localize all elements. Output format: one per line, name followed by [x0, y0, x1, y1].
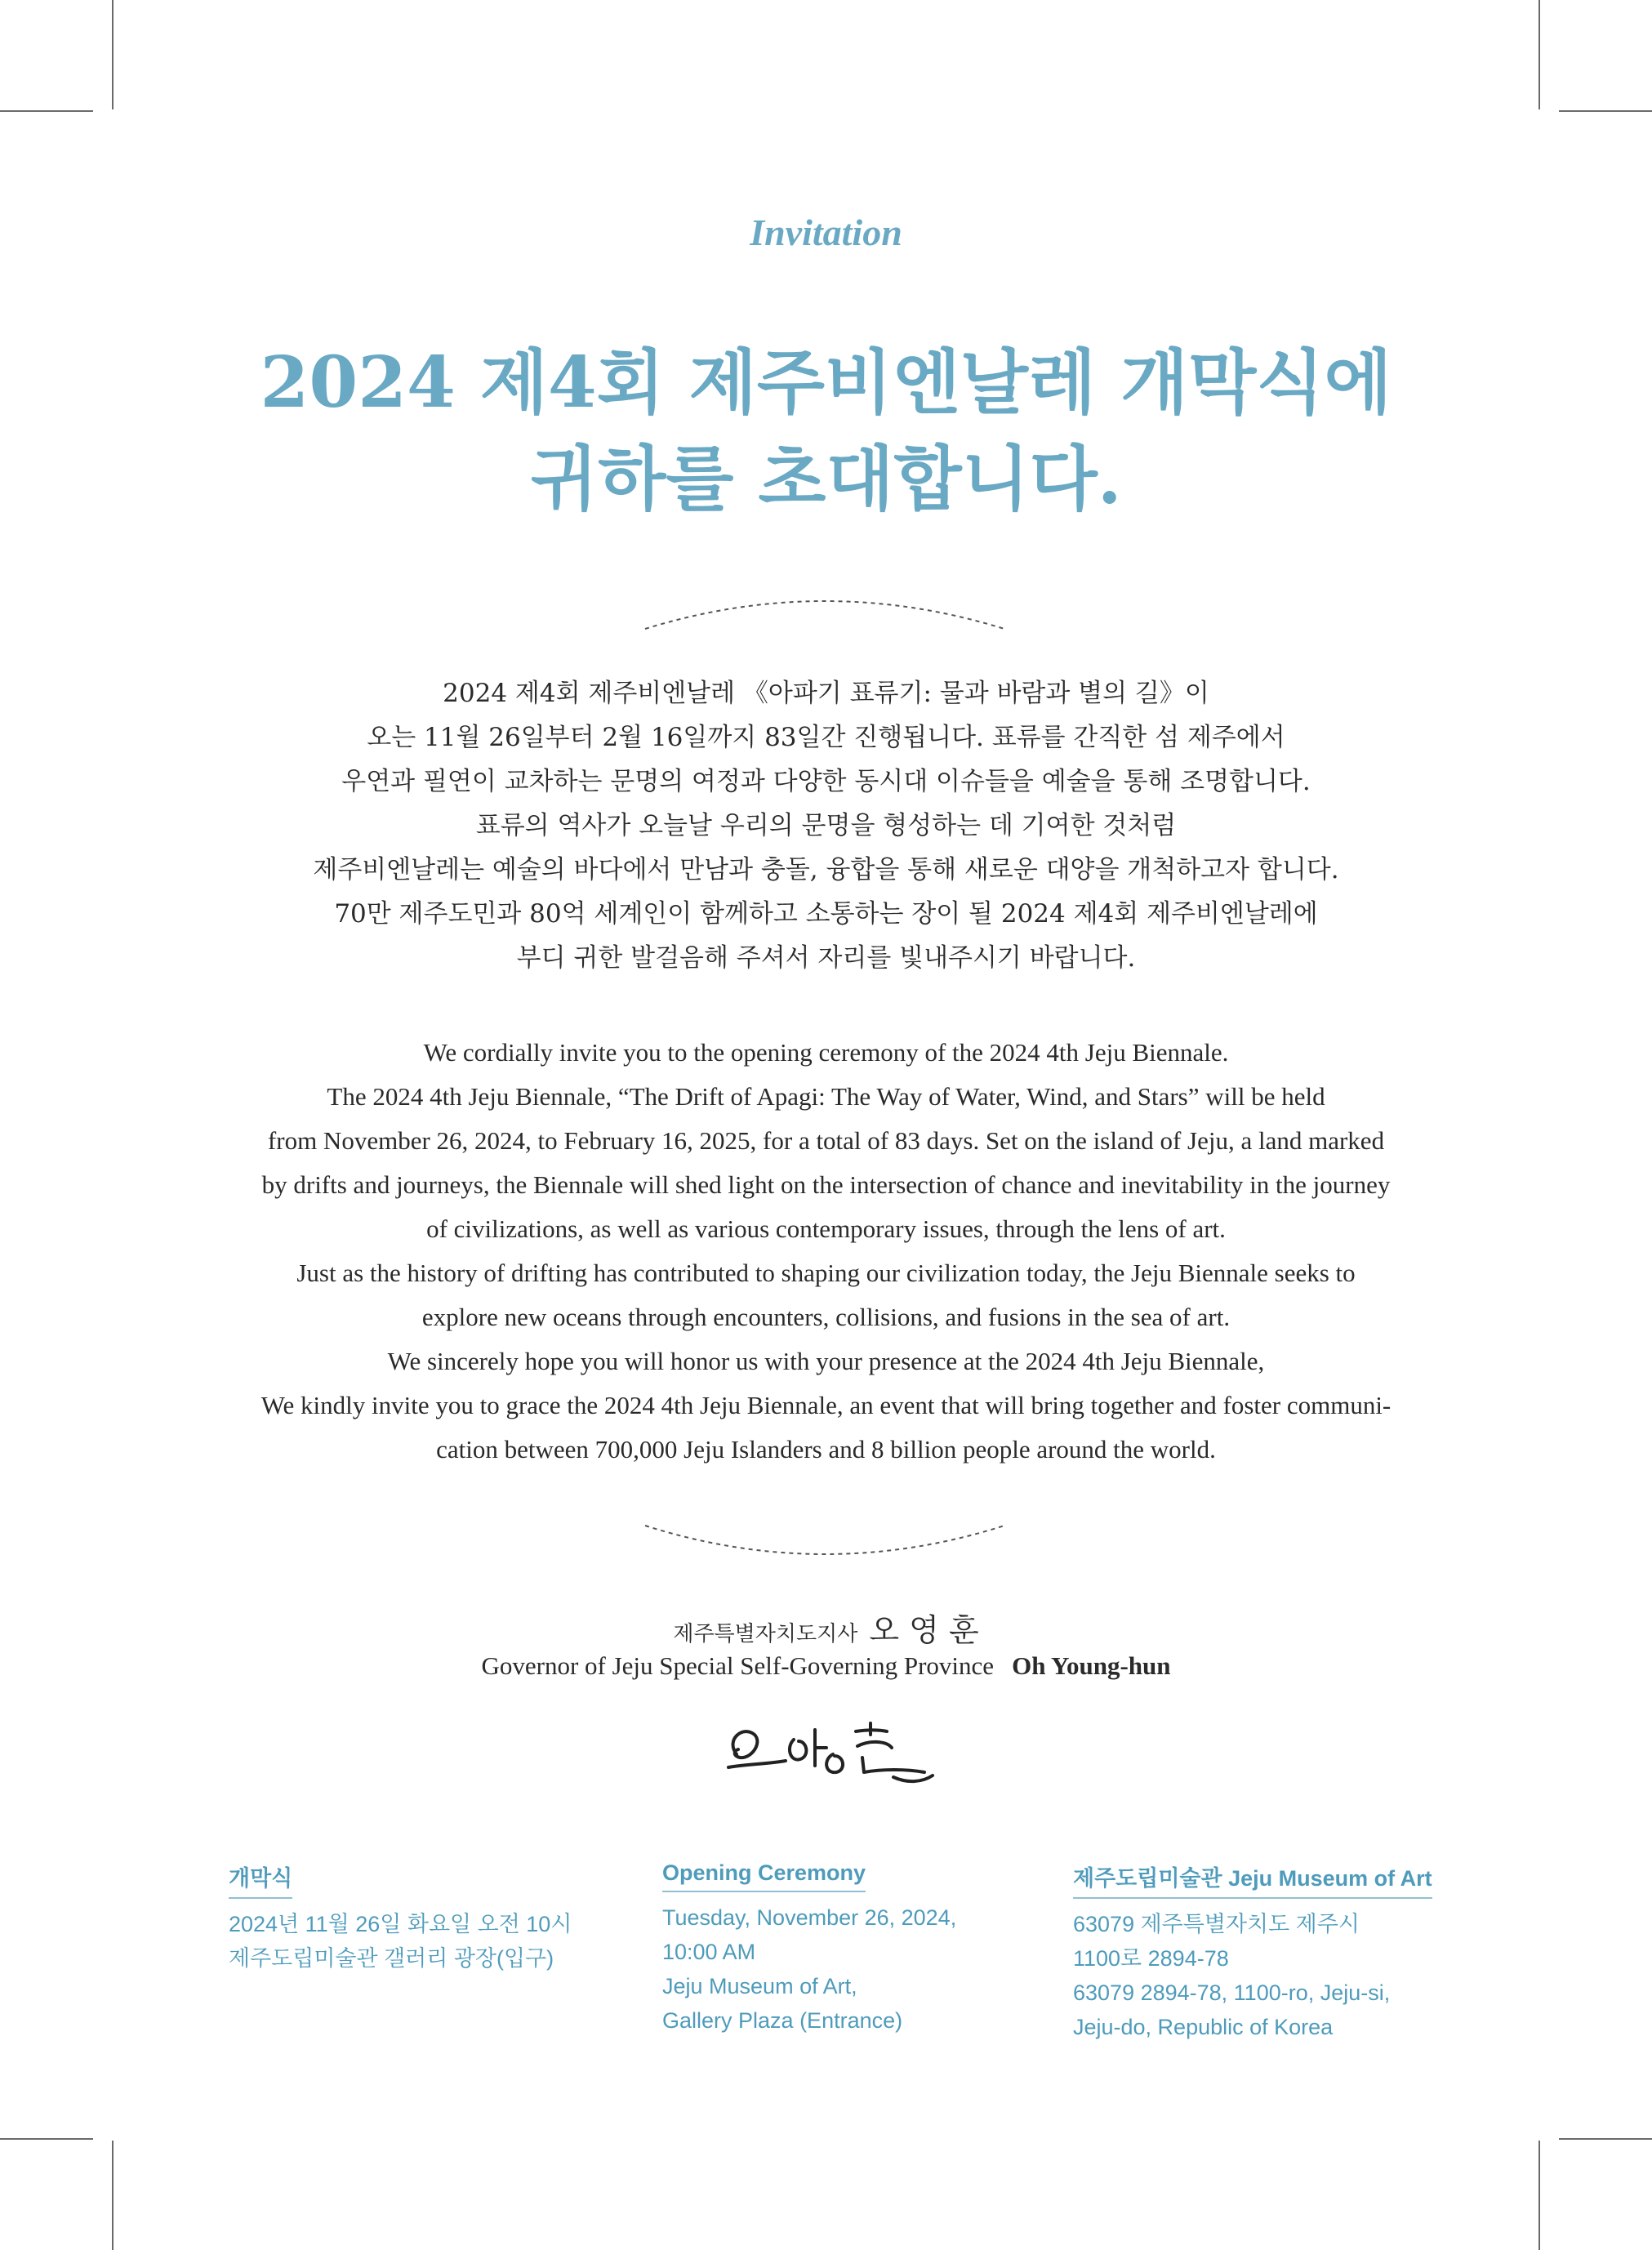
info-line: 2024년 11월 26일 화요일 오전 10시 [229, 1912, 572, 1936]
english-line: Just as the history of drifting has contributed to shaping our civilization today, the Jeju Biennale seeks to [296, 1259, 1356, 1287]
info-opening-en [662, 1860, 956, 2038]
signer-english [0, 1651, 1652, 1681]
english-body [0, 1031, 1652, 1472]
info-line: Tuesday, November 26, 2024, [662, 1905, 957, 1930]
english-line: cation between 700,000 Jeju Islanders and 8 billion people around the world. [436, 1435, 1216, 1464]
signer-name-en: Oh Young-hun [1012, 1651, 1171, 1680]
korean-line: 오는 11월 26일부터 2월 16일까지 83일간 진행됩니다. 표류를 간직한 섬 제주에서 [367, 723, 1285, 752]
info-opening-ko [229, 1860, 572, 1976]
english-line: of civilizations, as well as various contemporary issues, through the lens of art. [426, 1214, 1226, 1243]
info-title: 제주도립미술관 Jeju Museum of Art [1073, 1860, 1432, 1899]
info-line: 63079 제주특별자치도 제주시 [1073, 1912, 1360, 1936]
crop-mark [112, 2141, 114, 2250]
korean-line: 2024 제4회 제주비엔날레 《아파기 표류기: 물과 바람과 별의 길》이 [443, 679, 1209, 708]
headline [0, 335, 1652, 528]
info-line: 1100로 2894-78 [1073, 1946, 1229, 1971]
crop-mark [1538, 2141, 1540, 2250]
handwritten-signature [719, 1707, 939, 1797]
korean-body [0, 671, 1652, 980]
bottom-dotted-arc [637, 1517, 1013, 1566]
english-line: We kindly invite you to grace the 2024 4th Jeju Biennale, an event that will bring together and foster communi- [260, 1391, 1392, 1419]
korean-line: 우연과 필연이 교차하는 문명의 여정과 다양한 동시대 이슈들을 예술을 통해 조명합니다. [341, 767, 1311, 796]
english-line: We cordially invite you to the opening ceremony of the 2024 4th Jeju Biennale. [423, 1038, 1229, 1067]
korean-line: 70만 제주도민과 80억 세계인이 함께하고 소통하는 장이 될 2024 제4회 제주비엔날레에 [334, 899, 1318, 929]
signer-title-ko: 제주특별자치도지사 [673, 1622, 858, 1646]
info-line: 63079 2894-78, 1100-ro, Jeju-si, [1073, 1980, 1391, 2005]
crop-mark [0, 2138, 93, 2140]
english-line: The 2024 4th Jeju Biennale, “The Drift of Apagi: The Way of Water, Wind, and Stars” will be held [327, 1082, 1325, 1111]
info-line: Jeju-do, Republic of Korea [1073, 2015, 1334, 2039]
headline-line: 귀하를 초대합니다. [530, 438, 1122, 520]
english-line: by drifts and journeys, the Biennale will shed light on the intersection of chance and inevitability in the journey [261, 1170, 1391, 1199]
crop-mark [1538, 0, 1540, 109]
info-title: 개막식 [229, 1860, 292, 1899]
info-line: Gallery Plaza (Entrance) [662, 2008, 903, 2033]
signer-korean [0, 1605, 1652, 1650]
info-title: Opening Ceremony [662, 1860, 866, 1892]
english-line: We sincerely hope you will honor us with your presence at the 2024 4th Jeju Biennale, [387, 1347, 1265, 1375]
top-dotted-arc [637, 590, 1013, 639]
korean-line: 제주비엔날레는 예술의 바다에서 만남과 충돌, 융합을 통해 새로운 대양을 개척하고자 합니다. [313, 855, 1339, 884]
english-line: from November 26, 2024, to February 16, 2025, for a total of 83 days. Set on the island of Jeju, a land marked [267, 1126, 1385, 1155]
info-venue [1073, 1860, 1432, 2044]
info-line: 제주도립미술관 갤러리 광장(입구) [229, 1946, 554, 1971]
info-line: 10:00 AM [662, 1940, 756, 1964]
crop-mark [0, 110, 93, 112]
signer-name-ko: 오 영 훈 [869, 1612, 979, 1648]
headline-line: 2024 제4회 제주비엔날레 개막식에 [260, 341, 1392, 424]
crop-mark [1559, 110, 1652, 112]
invitation-label: Invitation [750, 212, 902, 253]
korean-line: 부디 귀한 발걸음해 주셔서 자리를 빛내주시기 바랍니다. [516, 943, 1136, 973]
english-line: explore new oceans through encounters, collisions, and fusions in the sea of art. [421, 1303, 1231, 1331]
crop-mark [1559, 2138, 1652, 2140]
info-line: Jeju Museum of Art, [662, 1974, 857, 1998]
signer-title-en: Governor of Jeju Special Self-Governing Province [481, 1651, 995, 1680]
crop-mark [112, 0, 114, 109]
korean-line: 표류의 역사가 오늘날 우리의 문명을 형성하는 데 기여한 것처럼 [475, 811, 1177, 840]
